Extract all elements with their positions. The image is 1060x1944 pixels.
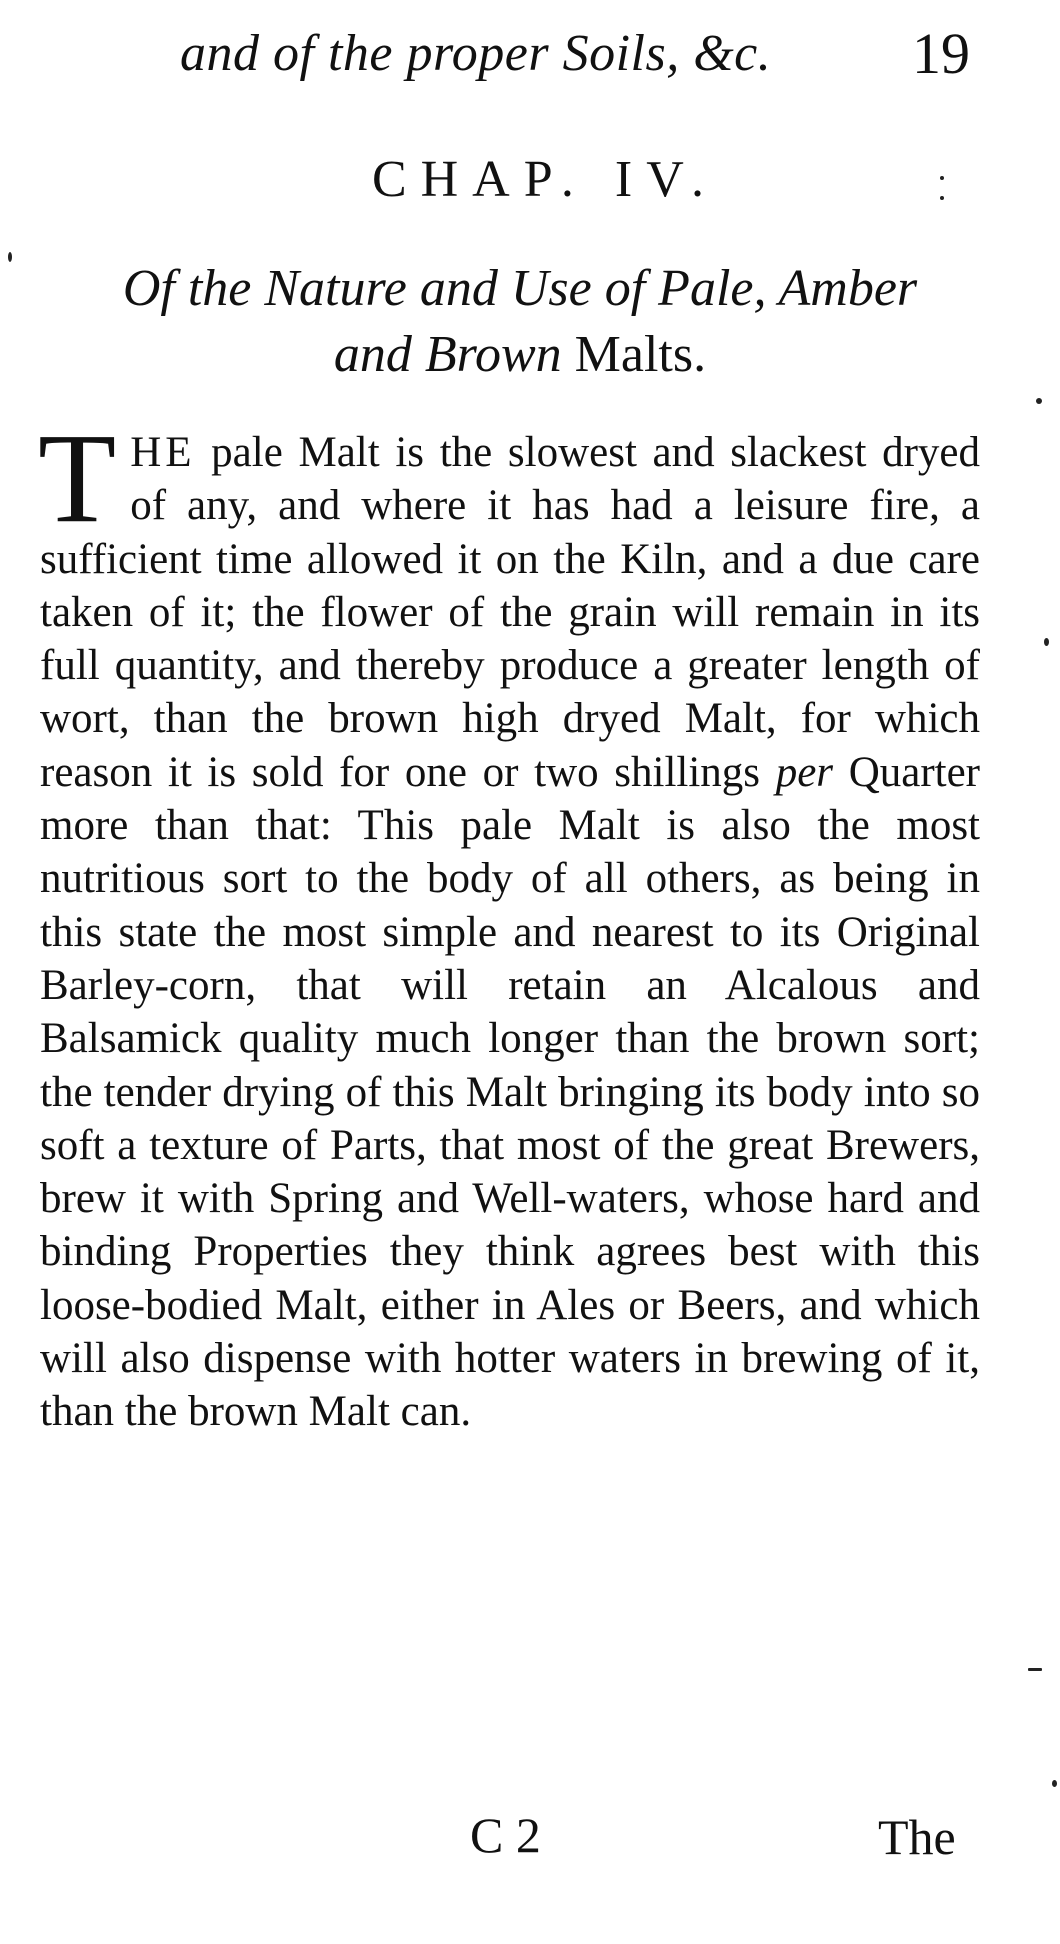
chapter-title-part2: and Brown: [333, 326, 562, 383]
page-number: 19: [912, 21, 970, 86]
body-text-part1: pale Malt is the slowest and slackest dryed of any, and where it has had a leisure fire, a sufficient time allowed it on the Kiln, and a due care taken of it; the flower of the grain will remain in its full quantity, and thereby produce a greater length of wort, than the brown high dryed Malt, for which reason it is sold for one or two shillings: [40, 429, 980, 796]
scan-speck: [1052, 1780, 1057, 1787]
body-paragraph: [38, 407, 980, 1439]
scan-speck: [8, 252, 12, 262]
page-footer: [0, 1800, 1060, 1880]
chapter-title-part3: Malts.: [574, 326, 707, 383]
scan-speck: [940, 176, 944, 180]
scan-speck: [940, 196, 944, 200]
chapter-title: [40, 256, 1000, 388]
chapter-heading: CHAP. IV.: [371, 151, 719, 208]
drop-cap-continuation: HE: [130, 429, 196, 476]
body-italic-word: per: [775, 748, 834, 796]
page-header: [150, 18, 990, 98]
body-text-part2: Quarter more than that: This pale Malt is also the most nutritious sort to the body of all others, as being in this state the most simple and nearest to its Original Barley-corn, that will retain an Alcalous and Balsamick quality much longer than the brown sort; the tender drying of this Malt bringing its body into so soft a texture of Parts, that most of the great Brewers, brew it with Spring and Well-waters, whose hard and binding Properties they think agrees best with this loose-bodied Malt, either in Ales or Beers, and which will also dispense with hotter waters in brewing of it, than the brown Malt can.: [40, 748, 980, 1436]
running-head: and of the proper Soils, &c.: [180, 25, 772, 82]
signature-mark: C 2: [470, 1807, 541, 1863]
drop-cap: T: [38, 407, 117, 549]
chapter-title-part1: Of the Nature and Use of Pale, Amber: [122, 260, 918, 317]
scan-speck: [1044, 638, 1049, 646]
catchword: The: [878, 1809, 956, 1865]
chapter-title-line-2: [40, 322, 1000, 388]
scan-speck: [1036, 398, 1042, 404]
chapter-title-line-1: [40, 256, 1000, 322]
scan-speck: [1028, 1668, 1042, 1671]
